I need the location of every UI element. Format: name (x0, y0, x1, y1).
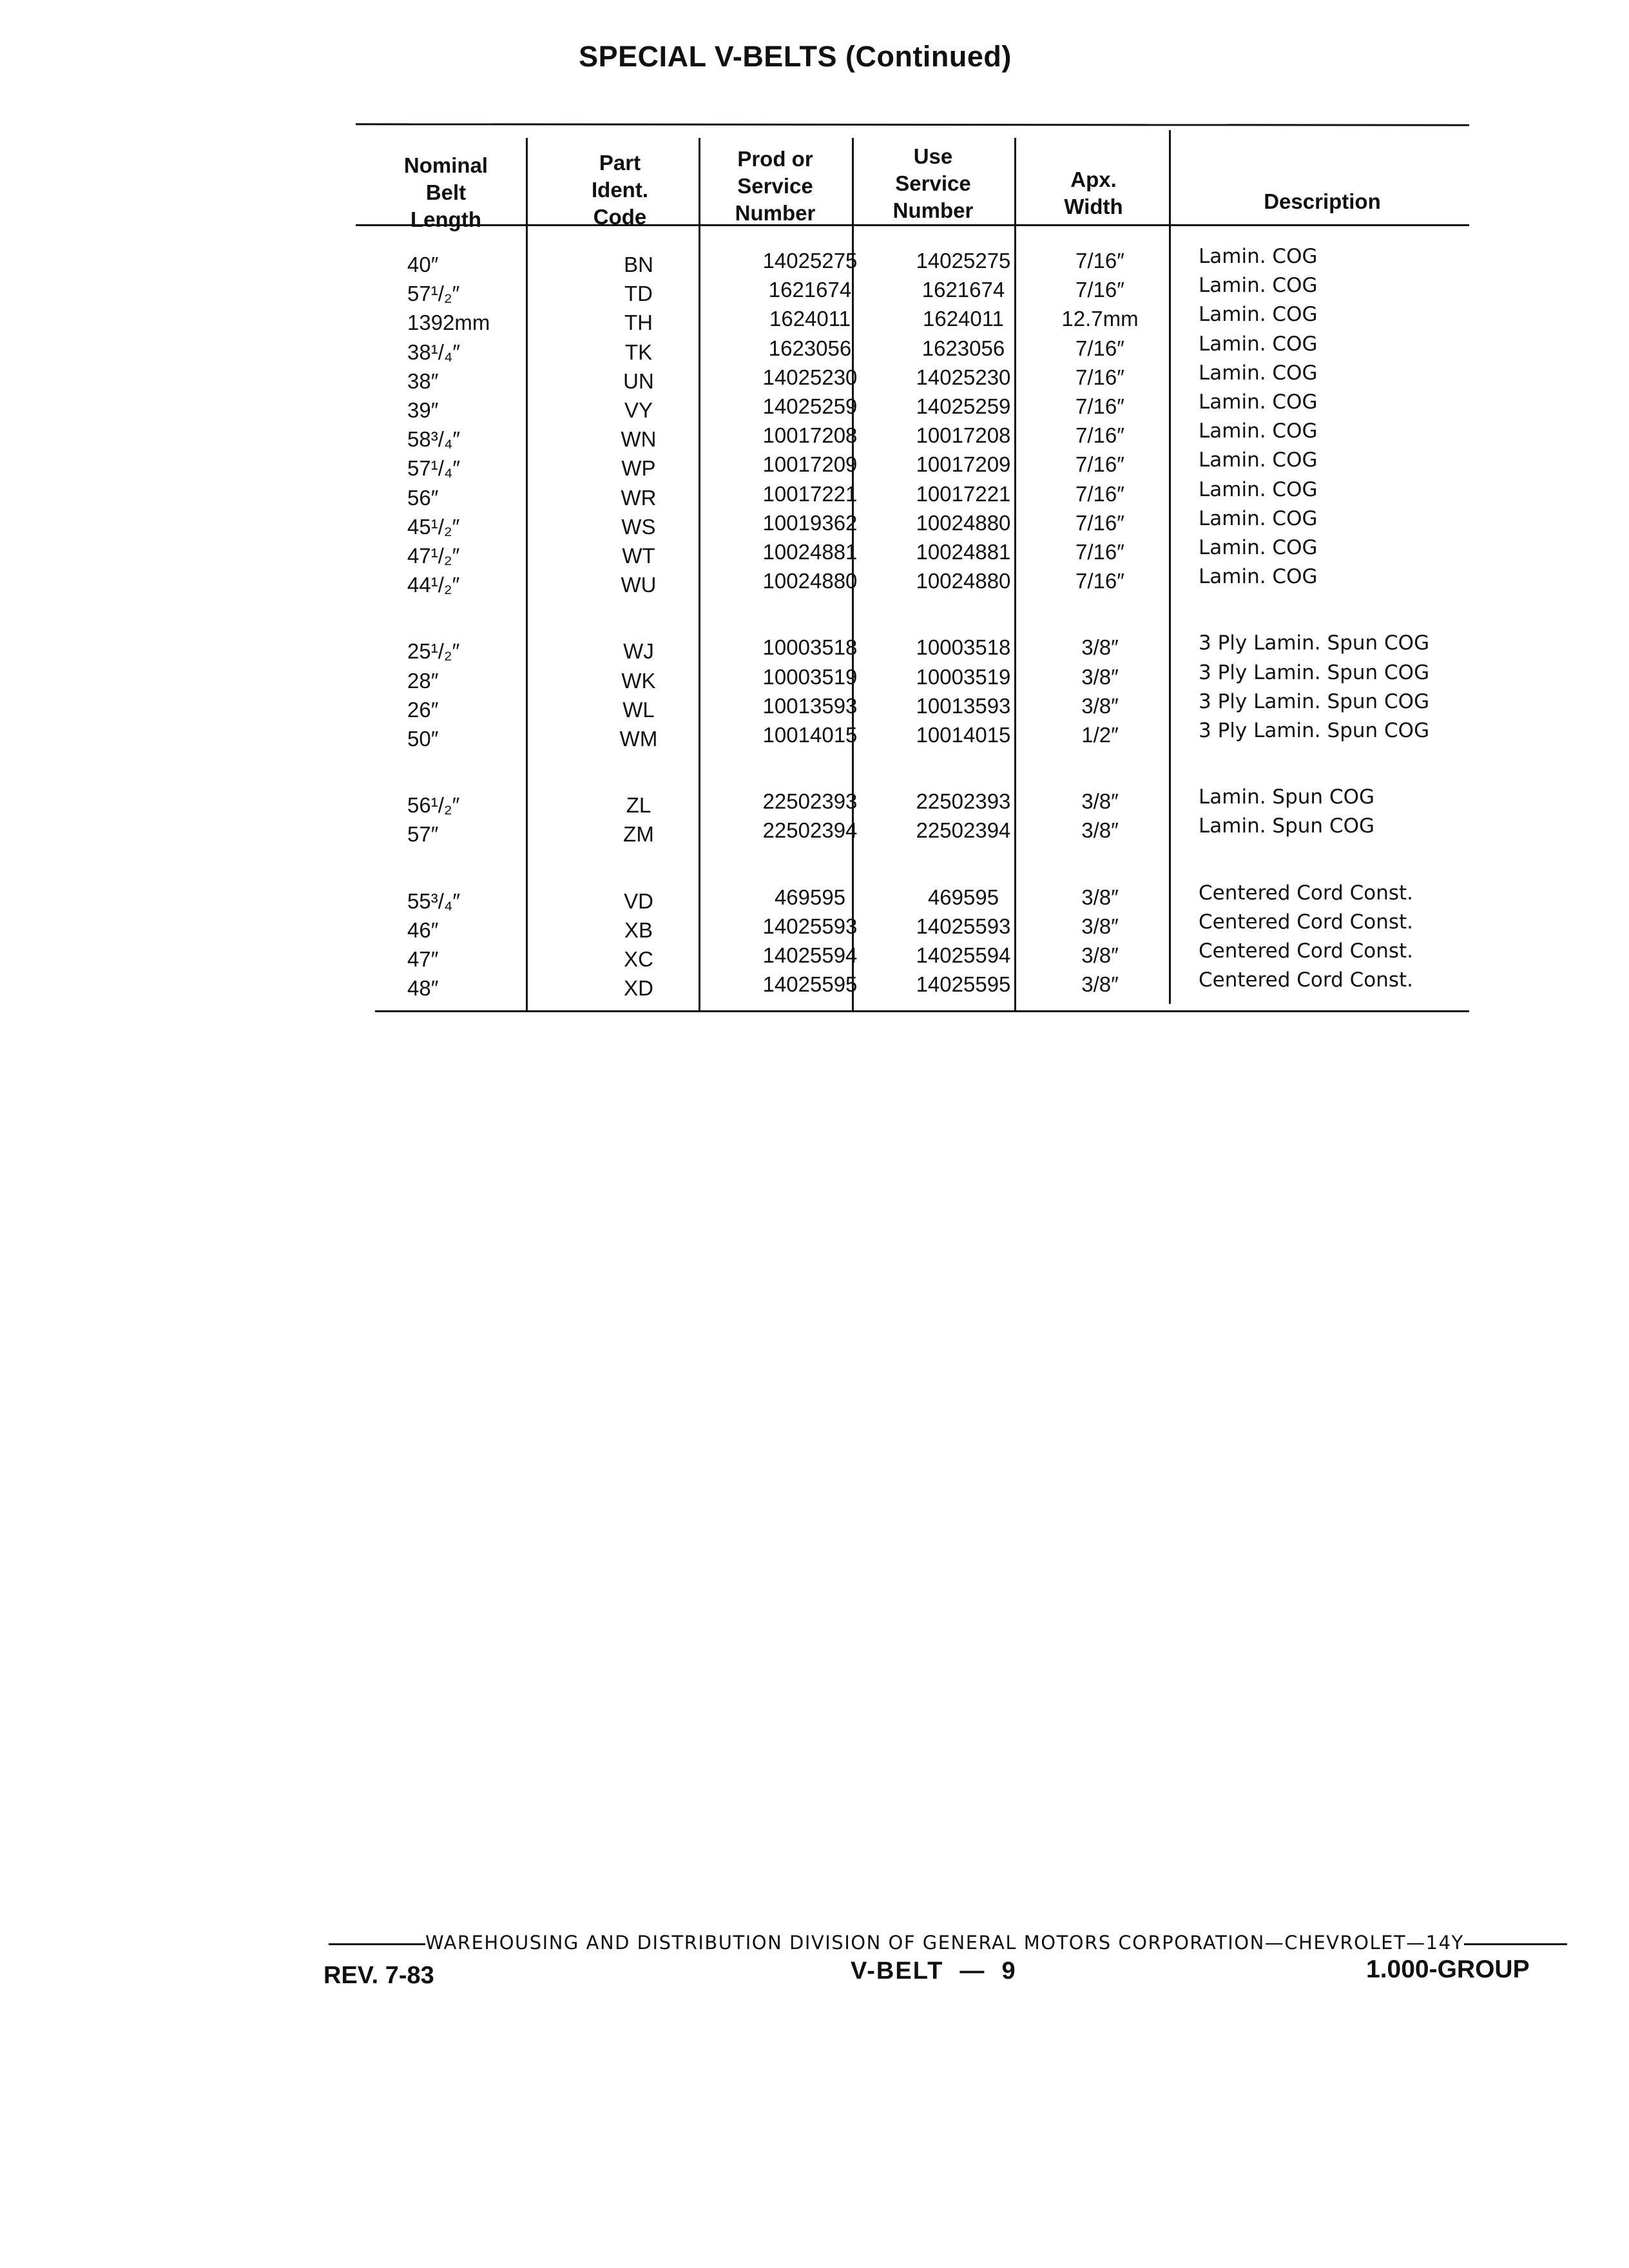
cell-approx-width: 3/8″ (1081, 664, 1119, 689)
cell-prod-service-number: 22502393 (762, 789, 858, 814)
cell-belt-length: 28″ (407, 668, 439, 693)
cell-prod-service-number: 10019362 (762, 510, 858, 535)
cell-approx-width: 3/8″ (1081, 972, 1119, 997)
header-line: Number (735, 201, 816, 225)
header-line: Number (892, 198, 974, 222)
cell-approx-width: 7/16″ (1075, 423, 1124, 448)
cell-belt-length: 1392mm (407, 311, 490, 335)
cell-use-service-number: 10017209 (916, 452, 1011, 477)
cell-part-code: BN (624, 253, 653, 276)
cell-use-service-number: 10024880 (916, 510, 1011, 535)
header-line: Service (737, 174, 813, 198)
column-divider-2 (699, 138, 700, 1012)
cell-description: Lamin. COG (1199, 274, 1318, 298)
cell-approx-width: 3/8″ (1081, 635, 1119, 660)
footer-rule-left (329, 1943, 425, 1945)
cell-part-code: TH (624, 311, 653, 335)
header-line: Belt (425, 180, 467, 204)
cell-prod-service-number: 1621674 (768, 278, 852, 302)
cell-use-service-number: 469595 (927, 885, 999, 909)
cell-belt-length: 58³/₄″ (407, 427, 461, 452)
cell-belt-length: 40″ (407, 253, 439, 276)
table-bottom-rule (375, 1010, 1469, 1012)
cell-description: Centered Cord Const. (1199, 881, 1414, 905)
cell-prod-service-number: 10003519 (762, 664, 858, 689)
cell-use-service-number: 10003518 (916, 635, 1011, 660)
revision-label: REV. 7-83 (323, 1962, 434, 1989)
header-line: Use (913, 144, 953, 168)
cell-use-service-number: 1621674 (921, 278, 1005, 302)
cell-prod-service-number: 10013593 (762, 693, 858, 718)
cell-belt-length: 47¹/₂″ (407, 544, 460, 568)
header-use-service-number (856, 143, 1010, 224)
cell-belt-length: 55³/₄″ (407, 889, 461, 913)
cell-approx-width: 7/16″ (1075, 394, 1124, 418)
cell-approx-width: 7/16″ (1075, 365, 1124, 389)
cell-part-code: TD (624, 282, 653, 306)
cell-belt-length: 25¹/₂″ (407, 639, 460, 664)
cell-prod-service-number: 14025259 (762, 394, 858, 418)
cell-approx-width: 7/16″ (1075, 336, 1124, 360)
cell-description: Lamin. Spun COG (1199, 814, 1375, 838)
cell-use-service-number: 10017221 (916, 481, 1011, 506)
cell-description: Lamin. COG (1199, 419, 1318, 443)
cell-part-code: WN (621, 427, 657, 452)
cell-prod-service-number: 22502394 (762, 818, 858, 843)
cell-approx-width: 3/8″ (1081, 943, 1119, 967)
cell-belt-length: 48″ (407, 976, 439, 1001)
cell-description: 3 Ply Lamin. Spun COG (1199, 660, 1430, 684)
cell-description: Centered Cord Const. (1199, 968, 1414, 992)
footer-division-line (329, 1932, 1557, 1954)
cell-belt-length: 56¹/₂″ (407, 793, 460, 818)
cell-approx-width: 12.7mm (1061, 307, 1139, 331)
cell-description: Centered Cord Const. (1199, 910, 1414, 934)
cell-part-code: TK (624, 340, 653, 364)
cell-approx-width: 3/8″ (1081, 885, 1119, 909)
cell-prod-service-number: 14025595 (762, 972, 858, 997)
cell-description: Lamin. COG (1199, 565, 1318, 589)
cell-belt-length: 44¹/₂″ (407, 573, 460, 597)
cell-use-service-number: 10017208 (916, 423, 1011, 448)
header-line: Service (895, 171, 971, 195)
cell-approx-width: 3/8″ (1081, 693, 1119, 718)
cell-approx-width: 7/16″ (1075, 278, 1124, 302)
cell-approx-width: 7/16″ (1075, 540, 1124, 564)
cell-approx-width: 7/16″ (1075, 249, 1124, 273)
cell-part-code: WT (622, 544, 655, 568)
cell-part-code: WP (621, 456, 656, 481)
cell-prod-service-number: 10024880 (762, 569, 858, 593)
column-divider-1 (526, 138, 528, 1012)
cell-belt-length: 57″ (407, 822, 439, 847)
cell-prod-service-number: 10017209 (762, 452, 858, 477)
header-line: Ident. (592, 178, 648, 202)
table-top-rule (356, 123, 1469, 126)
cell-belt-length: 38¹/₄″ (407, 340, 461, 364)
header-line: Length (410, 207, 481, 231)
cell-description: Lamin. COG (1199, 506, 1318, 530)
cell-belt-length: 56″ (407, 485, 439, 510)
cell-description: Lamin. COG (1199, 448, 1318, 472)
cell-use-service-number: 22502394 (916, 818, 1011, 843)
cell-description: Lamin. COG (1199, 390, 1318, 414)
cell-belt-length: 38″ (407, 369, 439, 393)
cell-prod-service-number: 10003518 (762, 635, 858, 660)
cell-prod-service-number: 14025594 (762, 943, 858, 967)
cell-approx-width: 3/8″ (1081, 914, 1119, 938)
cell-use-service-number: 10013593 (916, 693, 1011, 718)
cell-prod-service-number: 1623056 (768, 336, 852, 360)
cell-description: 3 Ply Lamin. Spun COG (1199, 689, 1430, 713)
header-prod-service-number (701, 146, 849, 227)
cell-approx-width: 1/2″ (1081, 723, 1119, 747)
header-apx-width (1019, 166, 1168, 220)
cell-use-service-number: 14025259 (916, 394, 1011, 418)
cell-prod-service-number: 14025593 (762, 914, 858, 938)
cell-approx-width: 7/16″ (1075, 510, 1124, 535)
cell-use-service-number: 14025230 (916, 365, 1011, 389)
cell-description: Lamin. COG (1199, 332, 1318, 356)
cell-part-code: VY (624, 398, 653, 422)
cell-belt-length: 57¹/₄″ (407, 456, 461, 481)
cell-belt-length: 26″ (407, 697, 439, 722)
cell-belt-length: 57¹/₂″ (407, 282, 460, 306)
cell-use-service-number: 10003519 (916, 664, 1011, 689)
cell-part-code: ZL (626, 793, 651, 818)
header-line: Part (599, 151, 641, 175)
cell-use-service-number: 14025594 (916, 943, 1011, 967)
cell-part-code: XB (624, 918, 653, 942)
cell-part-code: WK (621, 668, 656, 693)
cell-use-service-number: 22502393 (916, 789, 1011, 814)
cell-prod-service-number: 10024881 (762, 540, 858, 564)
cell-prod-service-number: 14025275 (762, 249, 858, 273)
cell-use-service-number: 14025275 (916, 249, 1011, 273)
cell-belt-length: 39″ (407, 398, 439, 422)
cell-use-service-number: 14025593 (916, 914, 1011, 938)
cell-approx-width: 3/8″ (1081, 789, 1119, 814)
cell-part-code: VD (624, 889, 653, 913)
cell-approx-width: 7/16″ (1075, 452, 1124, 477)
cell-use-service-number: 10014015 (916, 723, 1011, 747)
cell-prod-service-number: 10017208 (762, 423, 858, 448)
cell-description: Lamin. COG (1199, 536, 1318, 559)
cell-approx-width: 7/16″ (1075, 481, 1124, 506)
cell-description: 3 Ply Lamin. Spun COG (1199, 719, 1430, 742)
column-divider-5 (1169, 130, 1171, 1004)
cell-approx-width: 7/16″ (1075, 569, 1124, 593)
cell-part-code: WS (621, 514, 656, 539)
header-description (1174, 188, 1470, 215)
cell-use-service-number: 1624011 (922, 307, 1005, 331)
cell-approx-width: 3/8″ (1081, 818, 1119, 843)
cell-description: Lamin. COG (1199, 361, 1318, 385)
cell-prod-service-number: 14025230 (762, 365, 858, 389)
page-title: SPECIAL V-BELTS (Continued) (579, 40, 1012, 73)
cell-use-service-number: 10024881 (916, 540, 1011, 564)
cell-part-code: WU (621, 573, 657, 597)
cell-use-service-number: 14025595 (916, 972, 1011, 997)
cell-belt-length: 50″ (407, 727, 439, 751)
header-part-ident-code (549, 149, 691, 231)
cell-part-code: WR (621, 485, 657, 510)
page-number: V-BELT — 9 (851, 1957, 1017, 1984)
cell-part-code: XC (624, 947, 653, 971)
group-label: 1.000-GROUP (1366, 1956, 1530, 1983)
header-line: Nominal (403, 153, 488, 177)
cell-description: Lamin. Spun COG (1199, 785, 1375, 809)
header-line: Apx. (1070, 168, 1117, 191)
cell-belt-length: 46″ (407, 918, 439, 942)
cell-description: Centered Cord Const. (1199, 939, 1414, 963)
header-nominal-belt-length (369, 152, 523, 233)
cell-description: Lamin. COG (1199, 303, 1318, 327)
cell-belt-length: 47″ (407, 947, 439, 971)
cell-prod-service-number: 1624011 (769, 307, 851, 331)
cell-description: Lamin. COG (1199, 477, 1318, 501)
cell-prod-service-number: 10014015 (762, 723, 858, 747)
cell-prod-service-number: 469595 (774, 885, 846, 909)
header-line: Description (1264, 189, 1381, 213)
header-line: Prod or (737, 147, 813, 171)
cell-use-service-number: 10024880 (916, 569, 1011, 593)
cell-use-service-number: 1623056 (921, 336, 1005, 360)
header-line: Width (1064, 195, 1123, 218)
cell-part-code: ZM (623, 822, 654, 847)
cell-prod-service-number: 10017221 (762, 481, 858, 506)
cell-part-code: WM (619, 727, 658, 751)
cell-part-code: WJ (623, 639, 654, 664)
footer-division-text: WAREHOUSING AND DISTRIBUTION DIVISION OF GENERAL MOTORS CORPORATION—CHEVROLET—14Y (425, 1932, 1464, 1954)
v-belt-table (356, 124, 1469, 1012)
cell-description: Lamin. COG (1199, 245, 1318, 268)
header-line: Code (593, 205, 647, 229)
cell-belt-length: 45¹/₂″ (407, 514, 460, 539)
cell-description: 3 Ply Lamin. Spun COG (1199, 631, 1430, 655)
footer-rule-right (1464, 1943, 1567, 1945)
cell-part-code: UN (623, 369, 654, 393)
cell-part-code: XD (624, 976, 653, 1001)
cell-part-code: WL (622, 697, 655, 722)
